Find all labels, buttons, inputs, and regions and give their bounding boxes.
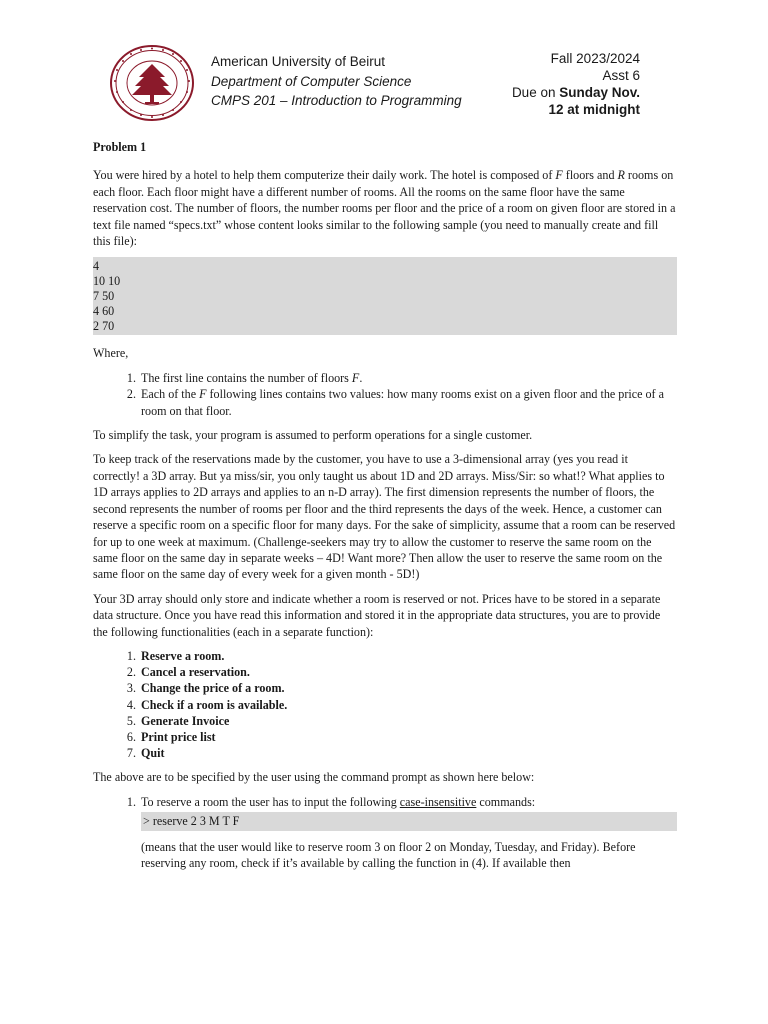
sample-line: 2 70	[93, 319, 115, 334]
sample-file-block	[93, 257, 677, 335]
list-item	[139, 713, 677, 729]
list-item	[139, 680, 677, 696]
intro-var-f: F	[555, 168, 563, 183]
item-text: .	[359, 370, 363, 385]
function-label: Cancel a reservation.	[141, 665, 250, 680]
intro-paragraph	[93, 167, 677, 249]
item-text: Each of the	[141, 387, 200, 402]
storage-paragraph: Your 3D array should only store and indicate whether a room is reserved or not. Prices have to be stored in a separate data structure. Once you have read this information and stored it in the appropriate data structures, you are to provide the following functionalities (each in a separate function):	[93, 591, 661, 639]
header-right	[512, 50, 640, 118]
header-left	[211, 52, 462, 111]
due-prefix: Due on	[511, 85, 560, 100]
university-name: American University of Beirut	[211, 54, 386, 69]
aub-seal-logo	[109, 44, 195, 122]
list-item	[139, 729, 677, 745]
functions-list	[93, 648, 677, 761]
function-label: Generate Invoice	[141, 713, 230, 728]
sample-line: 7 50	[93, 289, 115, 304]
function-label: Check if a room is available.	[141, 697, 288, 712]
due-date-line1	[512, 84, 640, 101]
function-label: Reserve a room.	[141, 648, 225, 663]
list-item	[139, 370, 677, 386]
where-list	[93, 370, 677, 419]
item-text: To reserve a room the user has to input the following	[141, 794, 400, 809]
array-paragraph: To keep track of the reservations made by the customer, you have to use a 3-dimensional array (yes you read it correctly! a 3D array. But ya miss/sir, you only taught us about 1D and 2D arrays. Miss/Sir: so what!? What applies to 1D arrays applies to 2D arrays and applies to an n-D array). The first dimension represents the number of floors, the second represents the number of rooms per floor and the third represents the days of the week. Hence, a customer can reserve a specific room on a specific floor for many days. For the sake of simplicity, assume that a room can be reserved for up to one week at maximum. (Challenge-seekers may try to allow the customer to reserve the same room on the same floor on the same day in separate weeks – 4D! Want more? Then allow the user to reserve the same room on the same floor on the same day of every week for a given month - 5D!)	[93, 452, 676, 582]
item-var: F	[351, 370, 360, 385]
list-item	[139, 386, 677, 419]
command-intro-paragraph: The above are to be specified by the user using the command prompt as shown here below:	[93, 770, 535, 785]
department-name: Department of Computer Science	[211, 73, 412, 89]
intro-var-r: R	[617, 168, 625, 183]
function-label: Print price list	[141, 729, 216, 744]
command-example: > reserve 2 3 M T F	[141, 812, 677, 830]
problem-title: Problem 1	[93, 140, 147, 154]
due-date-bold: Sunday Nov.	[559, 85, 640, 100]
due-date-line2	[512, 101, 640, 118]
intro-text-1: You were hired by a hotel to help them computerize their daily work. The hotel is composed of	[93, 168, 556, 183]
sample-line: 4 60	[93, 304, 115, 319]
list-item	[139, 794, 677, 872]
item-text: The first line contains the number of floors	[141, 370, 352, 385]
function-label: Change the price of a room.	[141, 681, 285, 696]
sample-line: 10 10	[93, 274, 121, 289]
underlined-text: case-insensitive	[399, 794, 477, 809]
item-text: commands:	[476, 794, 536, 809]
list-item	[139, 664, 677, 680]
commands-list	[93, 794, 677, 872]
simplify-paragraph: To simplify the task, your program is assumed to perform operations for a single customer.	[93, 428, 533, 443]
intro-text-3: rooms on each floor. Each floor might have a different number of rooms. All the rooms on the same floor have the same reservation cost. The number of floors, the number rooms per floor and the price of a room on given floor are stored in a text file named “specs.txt” whose content looks similar to the following sample (you need to manually create and fill this file):	[93, 168, 676, 249]
function-label: Quit	[141, 746, 165, 761]
list-item	[139, 745, 677, 761]
assignment-number: Asst 6	[602, 68, 640, 83]
list-item	[139, 648, 677, 664]
intro-text-2: floors and	[562, 168, 618, 183]
list-item	[139, 697, 677, 713]
item-text: following lines contains two values: how many rooms exist on a given floor and the price of a room on that floor.	[141, 387, 664, 418]
command-explanation: (means that the user would like to reserve room 3 on floor 2 on Monday, Tuesday, and Friday). Before reserving any room, check if it’s available by calling the function in (4). If available then	[141, 839, 636, 870]
problem-body	[93, 139, 677, 879]
term: Fall 2023/2024	[550, 51, 640, 66]
item-var: F	[199, 387, 207, 402]
course-name: CMPS 201 – Introduction to Programming	[211, 93, 462, 108]
due-time: 12 at midnight	[548, 102, 640, 117]
where-label: Where,	[93, 346, 129, 361]
sample-line: 4	[93, 259, 100, 274]
